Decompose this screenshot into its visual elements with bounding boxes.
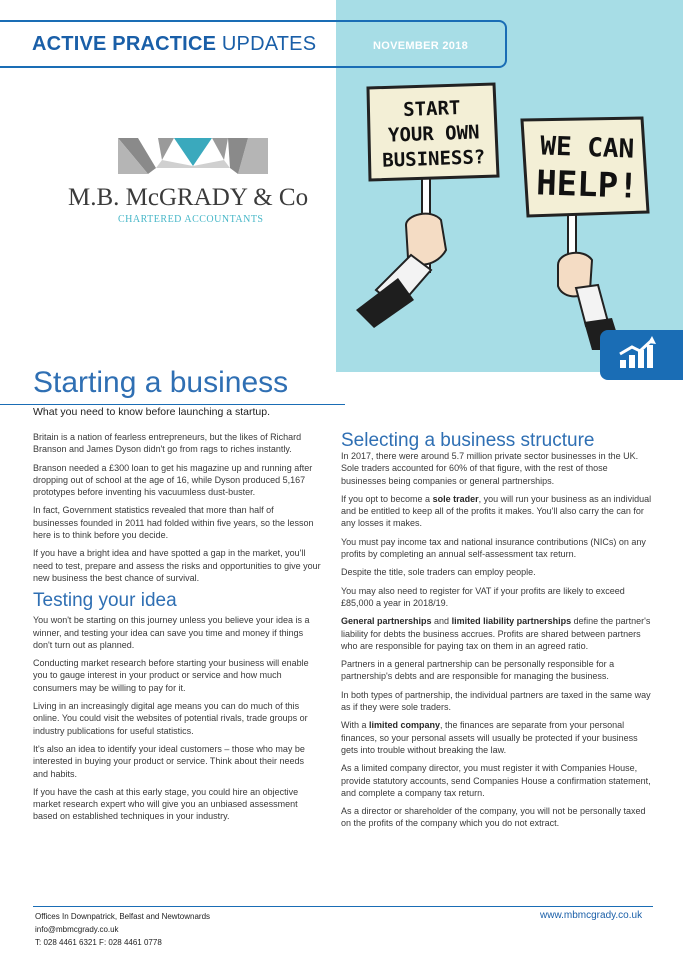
title-divider: [0, 404, 345, 405]
intro-paragraph: In fact, Government statistics revealed that more than half of businesses founded in 2011 had folded within five years, so the lesson here is to think before you decide.: [33, 505, 314, 541]
article-title: Starting a business: [33, 366, 289, 399]
offices-text: Offices In Downpatrick, Belfast and Newtownards: [35, 912, 211, 921]
structure-paragraph: As a director or shareholder of the company, you will not be personally taxed on the profits of the company which you do not extract.: [341, 806, 646, 829]
email-link[interactable]: info@mbmcgrady.co.uk: [35, 925, 119, 934]
intro-paragraph: If you have a bright idea and have spotted a gap in the market, you'll need to test, prepare and assess the risks and opportunities to give your new business the best chance of survival.: [33, 548, 321, 583]
sign-left-line-2: YOUR OWN: [387, 121, 480, 147]
structure-paragraph: In both types of partnership, the individual partners are taxed in the same way as if they were sole traders.: [341, 689, 651, 713]
testing-paragraph: You won't be starting on this journey unless you believe your idea is a winner, and testing your idea can save you time and money if things don't turn out as planned.: [33, 615, 310, 650]
intro-paragraph: Britain is a nation of fearless entrepreneurs, but the likes of Richard Branson and James Dyson didn't go from rags to riches instantly.: [33, 432, 302, 455]
sign-right-line-1: WE CAN: [539, 131, 635, 165]
growth-chart-badge: [600, 330, 683, 380]
protest-signs-illustration: [336, 60, 683, 350]
right-column: [341, 450, 653, 836]
article-subtitle: What you need to know before launching a startup.: [33, 406, 270, 418]
phone-text: T: 028 4461 6321 F: 028 4461 0778: [35, 938, 162, 947]
left-column: [33, 431, 321, 829]
structure-heading: Selecting a business structure: [341, 430, 595, 451]
firm-logo-mark: [118, 138, 268, 174]
testing-paragraph: Conducting market research before starting your business will enable you to gauge interest in your product or service and how much consumers may be willing to pay for it.: [33, 658, 309, 693]
website-link[interactable]: www.mbmcgrady.co.uk: [540, 910, 643, 921]
bar-chart-icon: [600, 330, 683, 380]
structure-paragraph: You may also need to register for VAT if your profits are likely to exceed £85,000 a year in 2018/19.: [341, 585, 625, 608]
structure-paragraph: If you opt to become a sole trader, you will run your business as an individual and be entitled to keep all of the profits it makes. You'll also carry the can for any losses it makes.: [341, 493, 652, 529]
testing-paragraph: It's also an idea to identify your ideal customers – those who may be interested in buying your product or service. Think about their needs and habits.: [33, 743, 305, 779]
structure-paragraph: In 2017, there were around 5.7 million private sector businesses in the UK. Sole traders accounted for 60% of that figure, with the rest of those businesses being companies or general partnerships.: [341, 451, 639, 486]
sign-left-line-1: START: [402, 97, 461, 121]
sign-right-line-2: HELP!: [535, 163, 640, 207]
footer-contact: [35, 910, 210, 949]
structure-paragraph: You must pay income tax and national insurance contributions (NICs) on any profits by completing an annual self-assessment tax return.: [341, 536, 646, 560]
structure-paragraph: General partnerships and limited liability partnerships define the partner's liability for debts the business accrues. Profits are shared between partners who are responsible for paying tax on them in an agreed ratio.: [341, 616, 651, 651]
structure-paragraph: Despite the title, sole traders can employ people.: [341, 567, 536, 578]
firm-tagline: CHARTERED ACCOUNTANTS: [118, 214, 264, 225]
intro-paragraph: Branson needed a £300 loan to get his magazine up and running after dropping out of school at the age of 16, while Dyson produced 5,167 prototypes before inventing his vacuumless dust-buster.: [33, 462, 313, 498]
newsletter-title: ACTIVE PRACTICE UPDATES: [32, 33, 317, 55]
structure-paragraph: As a limited company director, you must register it with Companies House, provide statutory accounts, send Companies House a confirmation statement, and complete a company tax return.: [341, 763, 651, 798]
testing-paragraph: Living in an increasingly digital age means you can do much of this online. You could visit the websites of potential rivals, trade groups or industry publications for useful statistics.: [33, 701, 308, 736]
issue-date: NOVEMBER 2018: [373, 40, 468, 52]
firm-name: M.B. McGRADY & Co: [68, 184, 309, 211]
testing-paragraph: If you have the cash at this early stage, you could hire an objective market research expert who will give you an unbiased assessment based on established techniques in your industry.: [33, 786, 299, 822]
structure-paragraph: Partners in a general partnership can be personally responsible for a partnership's debts and are responsible for managing the business.: [341, 659, 615, 682]
sign-left-line-3: BUSINESS?: [381, 146, 486, 172]
footer-divider: [33, 906, 653, 907]
testing-heading: Testing your idea: [33, 590, 177, 612]
structure-paragraph: With a limited company, the finances are separate from your personal finances, so your personal assets will usually be protected if your business gets into trouble without breaking the law.: [341, 720, 638, 755]
